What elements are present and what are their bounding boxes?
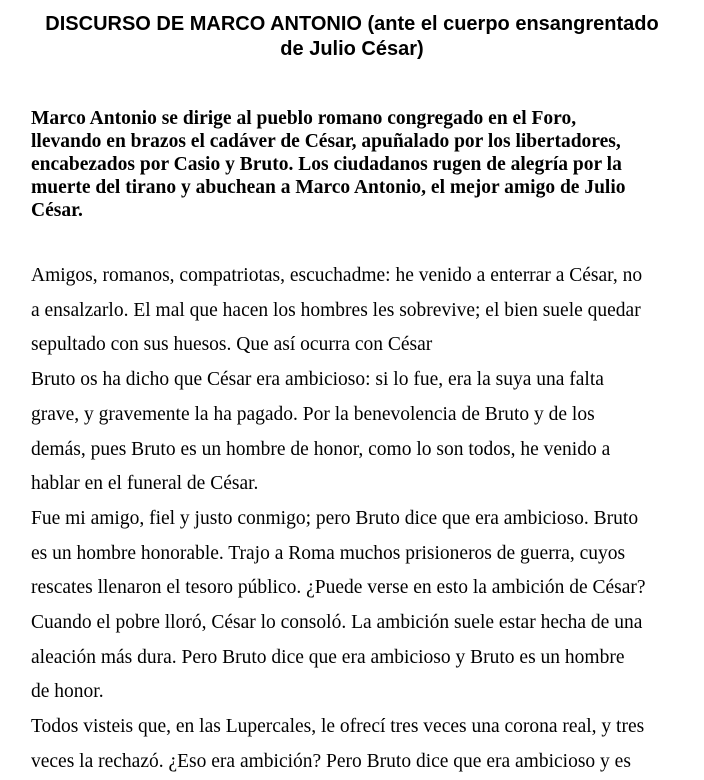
speech-line: de honor. (31, 681, 104, 703)
speech-line: a ensalzarlo. El mal que hacen los hombres les sobrevive; el bien suele quedar (31, 299, 641, 321)
intro-paragraph (31, 107, 681, 222)
intro-line: muerte del tirano y abuchean a Marco Antonio, el mejor amigo de Julio (31, 177, 626, 198)
intro-line: llevando en brazos el cadáver de César, apuñalado por los libertadores, (31, 131, 621, 152)
speech-line: Bruto os ha dicho que César era ambicioso: si lo fue, era la suya una falta (31, 369, 604, 391)
intro-line: Marco Antonio se dirige al pueblo romano congregado en el Foro, (31, 108, 577, 129)
speech-line: Cuando el pobre lloró, César lo consoló. La ambición suele estar hecha de una (31, 612, 643, 634)
title-line: DISCURSO DE MARCO ANTONIO (ante el cuerpo ensangrentado (45, 13, 659, 35)
title-line: de Julio César) (280, 38, 424, 60)
speech-line: veces la rechazó. ¿Eso era ambición? Pero Bruto dice que era ambicioso y es (31, 750, 631, 772)
speech-line: es un hombre honorable. Trajo a Roma muchos prisioneros de guerra, cuyos (31, 542, 626, 564)
speech-line: Fue mi amigo, fiel y justo conmigo; pero Bruto dice que era ambicioso. Bruto (31, 507, 639, 529)
speech-line: Amigos, romanos, compatriotas, escuchadme: he venido a enterrar a César, no (31, 265, 643, 286)
speech-line: aleación más dura. Pero Bruto dice que era ambicioso y Bruto es un hombre (31, 646, 625, 668)
intro-line: encabezados por Casio y Bruto. Los ciudadanos rugen de alegría por la (31, 154, 622, 175)
speech-line: sepultado con sus huesos. Que así ocurra con César (31, 334, 433, 356)
speech-line: grave, y gravemente la ha pagado. Por la benevolencia de Bruto y de los (31, 403, 595, 425)
document-title (20, 12, 684, 62)
speech-line: Todos visteis que, en las Lupercales, le ofrecí tres veces una corona real, y tres (31, 716, 645, 738)
speech-line: hablar en el funeral de César. (31, 473, 259, 495)
speech-text (31, 259, 691, 780)
speech-line: demás, pues Bruto es un hombre de honor, como lo son todos, he venido a (31, 438, 611, 460)
intro-line: César. (31, 200, 83, 221)
speech-line: rescates llenaron el tesoro público. ¿Puede verse en esto la ambición de César? (31, 577, 646, 599)
